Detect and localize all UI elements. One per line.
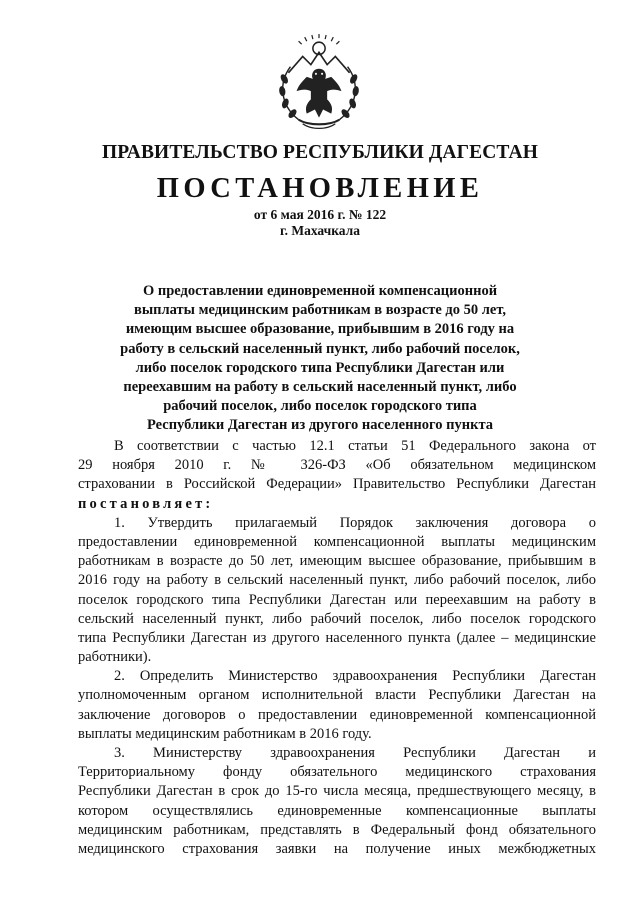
- subject-line: О предоставлении единовременной компенсационной: [142, 283, 498, 299]
- body-line: Республики Дагестан в срок до 15-го числа месяца, предшествующего месяцу, в: [78, 783, 596, 800]
- body-line: котором осуществлялись единовременные компенсационные выплаты: [78, 802, 596, 819]
- body-line: типа Республики Дагестан из другого населенного пункта (далее – медицинские: [78, 629, 596, 646]
- dagestan-coat-of-arms-icon: [268, 32, 370, 134]
- subject-line: рабочий поселок, либо поселок городского типа: [163, 398, 477, 415]
- body-line: 2016 году на работу в сельский населенный пункт, либо рабочий поселок, либо: [78, 572, 596, 589]
- body-line: 2. Определить Министерство здравоохранения Республики Дагестан: [114, 668, 596, 685]
- subject-line: переехавшим на работу в сельский населенный пункт, либо: [123, 379, 517, 396]
- subject-line: выплаты медицинским работникам в возрасте до 50 лет,: [133, 302, 506, 319]
- city: г. Махачкала: [279, 223, 360, 238]
- body-line: уполномоченным органом исполнительной власти Республики Дагестан на: [78, 687, 596, 704]
- subject-line: работу в сельский населенный пункт, либо рабочий поселок,: [120, 340, 520, 357]
- body-line: медицинского страхования заявки на получение иных межбюджетных: [78, 840, 596, 857]
- body-line: медицинским работникам, представлять в Федеральный фонд обязательного: [78, 821, 596, 838]
- body-line: предоставлении единовременной компенсационной выплаты медицинским: [78, 533, 596, 550]
- government-title: ПРАВИТЕЛЬСТВО РЕСПУБЛИКИ ДАГЕСТАН: [101, 142, 538, 163]
- body-line: 3. Министерству здравоохранения Республики Дагестан и: [114, 745, 596, 761]
- body-line: 29 ноября 2010 г. № 326-ФЗ «Об обязательном медицинском: [78, 457, 596, 474]
- body-line: страховании в Российской Федерации» Правительство Республики Дагестан: [78, 476, 596, 493]
- subject-line: Республики Дагестан из другого населенного пункта: [146, 417, 494, 434]
- body-line: работникам в возрасте до 50 лет, имеющим высшее образование, прибывшим в: [78, 553, 596, 570]
- body-line: 1. Утвердить прилагаемый Порядок заключения договора о: [114, 514, 596, 531]
- body-line: В соответствии с частью 12.1 статьи 51 Федерального закона от: [114, 438, 596, 454]
- decree-body: [78, 437, 596, 859]
- body-line: Территориальному фонду обязательного медицинского страхования: [78, 764, 596, 781]
- body-line: поселок городского типа Республики Дагестан или переехавшим на работу в: [78, 591, 596, 608]
- body-line: выплаты медицинским работникам в 2016 году.: [78, 725, 372, 742]
- date-number: от 6 мая 2016 г. № 122: [253, 207, 387, 222]
- subject-line: либо поселок городского типа Республики Дагестан или: [135, 359, 505, 376]
- body-line: сельский населенный пункт, либо рабочий поселок, либо поселок городского: [78, 610, 596, 627]
- decree-subject: [100, 282, 540, 436]
- subject-line: имеющим высшее образование, прибывшим в 2016 году на: [125, 321, 515, 338]
- body-line: заключение договоров о предоставлении единовременной компенсационной: [78, 706, 596, 723]
- document-type-title: ПОСТАНОВЛЕНИЕ: [156, 173, 484, 204]
- body-line: работники).: [78, 649, 152, 666]
- resolves-keyword: постановляет:: [78, 495, 214, 512]
